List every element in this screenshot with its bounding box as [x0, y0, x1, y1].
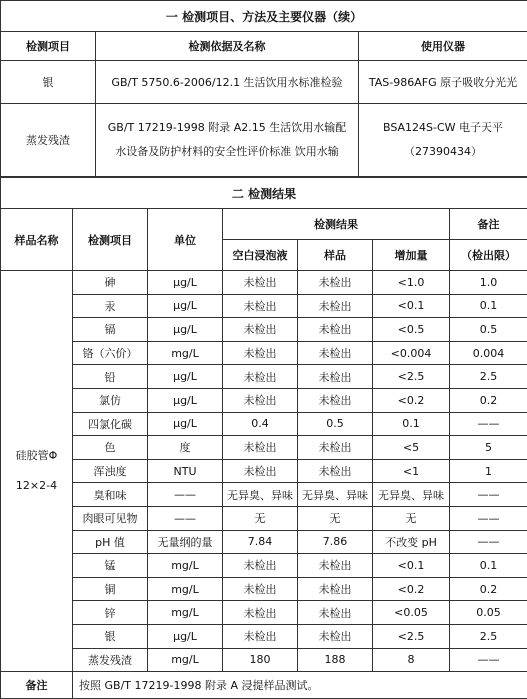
cell-increase: <0.2 — [373, 577, 450, 601]
cell-item: 银 — [73, 624, 148, 648]
instrument-text: TAS-986AFG 原子吸收分光光 — [359, 61, 527, 104]
cell-unit: 度 — [148, 436, 223, 460]
cell-item: pH 值 — [73, 530, 148, 554]
cell-sample: 7.86 — [298, 530, 373, 554]
cell-unit: mg/L — [148, 341, 223, 365]
cell-unit: mg/L — [148, 601, 223, 625]
cell-blank: 未检出 — [223, 624, 298, 648]
sample-name — [1, 271, 73, 672]
cell-item: 砷 — [73, 271, 148, 295]
cell-limit: —— — [450, 412, 527, 436]
cell-unit: μg/L — [148, 294, 223, 318]
cell-sample: 未检出 — [298, 294, 373, 318]
table-row — [1, 459, 527, 483]
method-line: GB/T 17219-1998 附录 A2.15 生活饮用水输配 — [96, 116, 358, 140]
cell-limit: 1 — [450, 459, 527, 483]
cell-blank: 未检出 — [223, 365, 298, 389]
cell-sample: 0.5 — [298, 412, 373, 436]
header-test-item: 检测项目 — [73, 209, 148, 271]
cell-limit: 0.5 — [450, 318, 527, 342]
cell-item: 锰 — [73, 554, 148, 578]
cell-sample: 未检出 — [298, 388, 373, 412]
cell-item: 肉眼可见物 — [73, 506, 148, 530]
table-row — [1, 388, 527, 412]
table-row — [1, 365, 527, 389]
cell-unit: mg/L — [148, 554, 223, 578]
header-sample: 样品 — [298, 240, 373, 271]
cell-sample: 未检出 — [298, 271, 373, 295]
cell-item: 四氯化碳 — [73, 412, 148, 436]
method-item: 银 — [1, 61, 96, 104]
cell-unit: μg/L — [148, 271, 223, 295]
cell-limit: 0.2 — [450, 577, 527, 601]
cell-blank: 未检出 — [223, 577, 298, 601]
cell-item: 铬（六价） — [73, 341, 148, 365]
header-unit: 单位 — [148, 209, 223, 271]
cell-limit: 2.5 — [450, 624, 527, 648]
methods-table — [0, 0, 527, 177]
header-sample-name: 样品名称 — [1, 209, 73, 271]
cell-blank: 未检出 — [223, 388, 298, 412]
cell-sample: 未检出 — [298, 318, 373, 342]
table-row — [1, 483, 527, 507]
method-text — [96, 104, 359, 177]
table-row — [1, 412, 527, 436]
cell-blank: 未检出 — [223, 459, 298, 483]
table-row — [1, 436, 527, 460]
table-row — [1, 648, 527, 672]
sample-name-line: 硅胶管Φ — [1, 441, 72, 471]
cell-limit: —— — [450, 648, 527, 672]
header-limit: （检出限） — [450, 240, 527, 271]
section2-title: 二 检测结果 — [1, 178, 527, 209]
cell-increase: <0.1 — [373, 554, 450, 578]
cell-limit: —— — [450, 530, 527, 554]
cell-item: 锌 — [73, 601, 148, 625]
cell-increase: <1 — [373, 459, 450, 483]
method-line: 水设备及防护材料的安全性评价标准 饮用水输 — [96, 140, 358, 164]
cell-increase: <0.5 — [373, 318, 450, 342]
header-remark: 备注 — [450, 209, 527, 240]
cell-item: 浑浊度 — [73, 459, 148, 483]
table-row — [1, 554, 527, 578]
cell-sample: 未检出 — [298, 577, 373, 601]
cell-unit: μg/L — [148, 365, 223, 389]
header-blank: 空白浸泡液 — [223, 240, 298, 271]
cell-unit: NTU — [148, 459, 223, 483]
cell-increase: <0.004 — [373, 341, 450, 365]
cell-item: 汞 — [73, 294, 148, 318]
cell-increase: 0.1 — [373, 412, 450, 436]
cell-item: 铜 — [73, 577, 148, 601]
cell-blank: 未检出 — [223, 318, 298, 342]
table-row — [1, 294, 527, 318]
table-row — [1, 624, 527, 648]
cell-sample: 未检出 — [298, 436, 373, 460]
cell-unit: —— — [148, 506, 223, 530]
cell-item: 铅 — [73, 365, 148, 389]
table-row — [1, 530, 527, 554]
header-item: 检测项目 — [1, 32, 96, 61]
table-row — [1, 577, 527, 601]
note-label: 备注 — [1, 672, 73, 699]
cell-limit: 0.05 — [450, 601, 527, 625]
cell-sample: 无异臭、异味 — [298, 483, 373, 507]
cell-sample: 未检出 — [298, 459, 373, 483]
table-row — [1, 318, 527, 342]
method-item: 蒸发残渣 — [1, 104, 96, 177]
cell-limit: 5 — [450, 436, 527, 460]
cell-unit: μg/L — [148, 412, 223, 436]
cell-limit: 0.2 — [450, 388, 527, 412]
cell-blank: 180 — [223, 648, 298, 672]
cell-blank: 无 — [223, 506, 298, 530]
cell-sample: 未检出 — [298, 601, 373, 625]
cell-increase: 无 — [373, 506, 450, 530]
cell-increase: <2.5 — [373, 365, 450, 389]
cell-unit: μg/L — [148, 318, 223, 342]
header-instrument: 使用仪器 — [359, 32, 527, 61]
cell-blank: 0.4 — [223, 412, 298, 436]
cell-increase: <0.1 — [373, 294, 450, 318]
instrument-text — [359, 104, 527, 177]
cell-increase: <5 — [373, 436, 450, 460]
cell-unit: μg/L — [148, 388, 223, 412]
cell-item: 蒸发残渣 — [73, 648, 148, 672]
cell-limit: 0.1 — [450, 554, 527, 578]
cell-sample: 未检出 — [298, 365, 373, 389]
cell-sample: 未检出 — [298, 341, 373, 365]
cell-item: 镉 — [73, 318, 148, 342]
cell-limit: —— — [450, 483, 527, 507]
cell-blank: 未检出 — [223, 554, 298, 578]
cell-blank: 未检出 — [223, 436, 298, 460]
cell-limit: 1.0 — [450, 271, 527, 295]
note-text: 按照 GB/T 17219-1998 附录 A 浸提样品测试。 — [73, 672, 527, 699]
cell-unit: mg/L — [148, 577, 223, 601]
cell-limit: —— — [450, 506, 527, 530]
header-result-group: 检测结果 — [223, 209, 450, 240]
cell-increase: <0.05 — [373, 601, 450, 625]
cell-sample: 未检出 — [298, 554, 373, 578]
cell-blank: 无异臭、异味 — [223, 483, 298, 507]
cell-increase: <1.0 — [373, 271, 450, 295]
table-row — [1, 341, 527, 365]
cell-blank: 未检出 — [223, 341, 298, 365]
table-row — [1, 601, 527, 625]
cell-limit: 2.5 — [450, 365, 527, 389]
cell-increase: <2.5 — [373, 624, 450, 648]
cell-item: 臭和味 — [73, 483, 148, 507]
cell-item: 色 — [73, 436, 148, 460]
header-method: 检测依据及名称 — [96, 32, 359, 61]
sample-name-line: 12×2-4 — [1, 471, 72, 501]
cell-blank: 未检出 — [223, 601, 298, 625]
instrument-line: BSA124S-CW 电子天平 — [359, 116, 527, 140]
cell-item: 氯仿 — [73, 388, 148, 412]
cell-unit: 无量纲的量 — [148, 530, 223, 554]
method-text: GB/T 5750.6-2006/12.1 生活饮用水标准检验 — [96, 61, 359, 104]
table-row — [1, 506, 527, 530]
cell-increase: 8 — [373, 648, 450, 672]
cell-unit: mg/L — [148, 648, 223, 672]
cell-limit: 0.1 — [450, 294, 527, 318]
section1-title: 一 检测项目、方法及主要仪器（续） — [1, 1, 527, 32]
cell-increase: 无异臭、异味 — [373, 483, 450, 507]
cell-unit: μg/L — [148, 624, 223, 648]
results-table — [0, 177, 527, 699]
cell-blank: 未检出 — [223, 271, 298, 295]
cell-blank: 未检出 — [223, 294, 298, 318]
cell-limit: 0.004 — [450, 341, 527, 365]
cell-sample: 188 — [298, 648, 373, 672]
instrument-line: （27390434） — [359, 140, 527, 164]
cell-unit: —— — [148, 483, 223, 507]
cell-blank: 7.84 — [223, 530, 298, 554]
cell-sample: 未检出 — [298, 624, 373, 648]
header-increase: 增加量 — [373, 240, 450, 271]
cell-increase: <0.2 — [373, 388, 450, 412]
table-row — [1, 271, 527, 295]
cell-increase: 不改变 pH — [373, 530, 450, 554]
cell-sample: 无 — [298, 506, 373, 530]
